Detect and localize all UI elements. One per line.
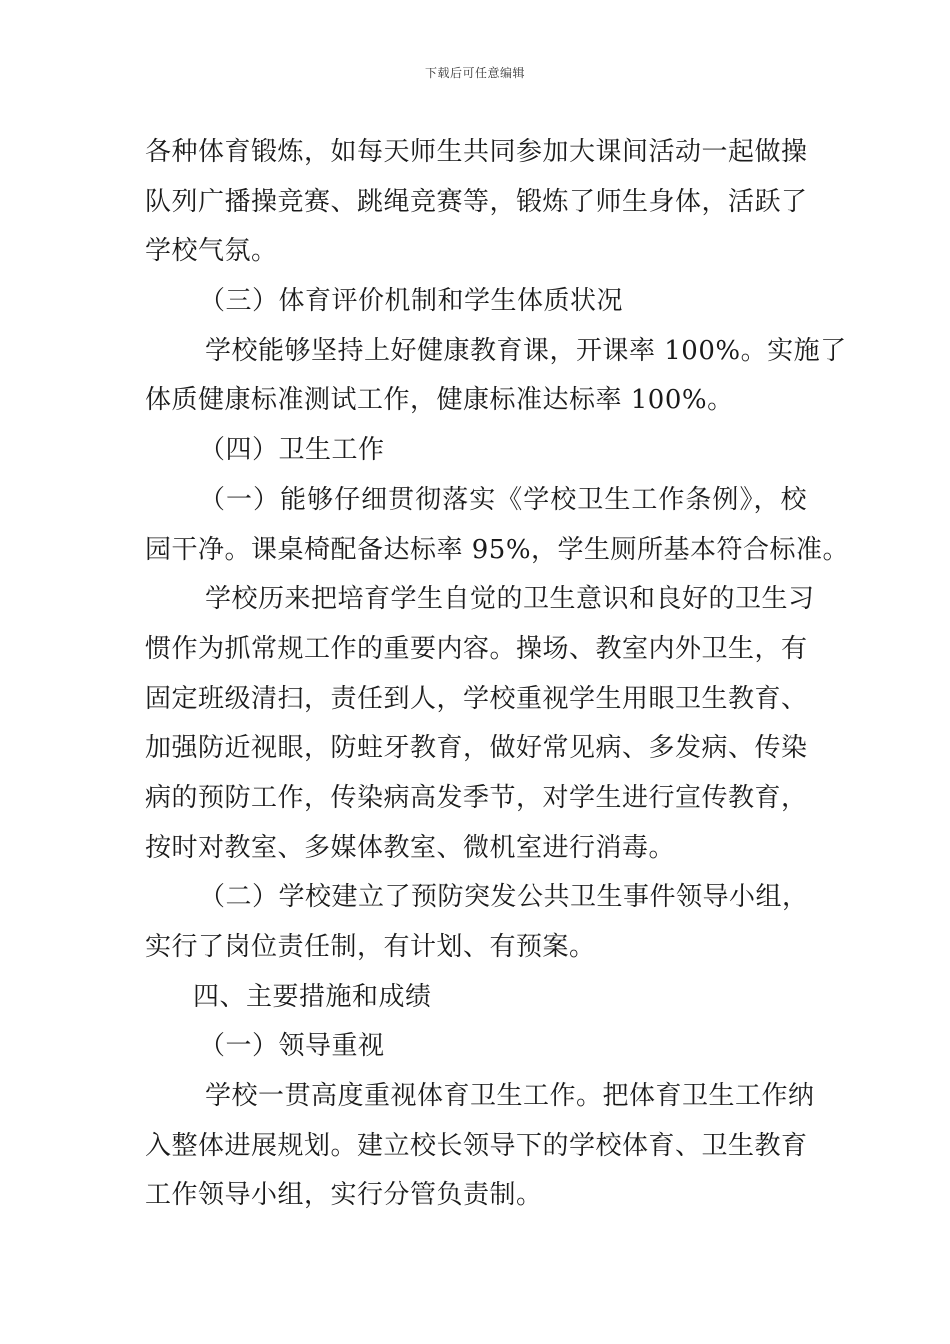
- text-line: 加强防近视眼，防蛀牙教育，做好常见病、多发病、传染: [145, 733, 808, 764]
- text-line: 病的预防工作，传染病高发季节，对学生进行宣传教育，: [145, 782, 808, 813]
- text-line: 惯作为抓常规工作的重要内容。操场、教室内外卫生，有: [145, 633, 808, 664]
- section-heading: （四）卫生工作: [199, 435, 385, 466]
- text-line: 实行了岗位责任制，有计划、有预案。: [145, 932, 596, 962]
- text-line: 园干净。课桌椅配备达标率 95%，学生厕所基本符合标准。: [145, 534, 850, 565]
- text-line: （二）学校建立了预防突发公共卫生事件领导小组，: [199, 882, 809, 913]
- text-line: 入整体进展规划。建立校长领导下的学校体育、卫生教育: [145, 1130, 808, 1161]
- page-header: 下载后可任意编辑: [424, 66, 525, 80]
- section-heading: 四、主要措施和成绩: [193, 981, 432, 1012]
- document-body: [145, 128, 850, 1221]
- text-line: （一）能够仔细贯彻落实《学校卫生工作条例》，校: [199, 484, 807, 515]
- text-line: 固定班级清扫，责任到人，学校重视学生用眼卫生教育、: [145, 683, 808, 714]
- section-heading: （三）体育评价机制和学生体质状况: [199, 286, 624, 317]
- section-heading: （一）领导重视: [199, 1031, 385, 1062]
- text-line: 按时对教室、多媒体教室、微机室进行消毒。: [145, 832, 676, 863]
- text-line: 队列广播操竞赛、跳绳竞赛等，锻炼了师生身体，活跃了: [145, 186, 808, 217]
- text-line: 体质健康标准测试工作，健康标准达标率 100%。: [145, 385, 734, 416]
- text-line: 学校一贯高度重视体育卫生工作。把体育卫生工作纳: [205, 1081, 815, 1112]
- text-line: 学校历来把培育学生自觉的卫生意识和良好的卫生习: [205, 584, 815, 615]
- text-line: 学校能够坚持上好健康教育课，开课率 100%。实施了: [205, 335, 847, 366]
- text-line: 工作领导小组，实行分管负责制。: [145, 1180, 543, 1211]
- text-line: 学校气氛。: [145, 236, 278, 267]
- text-line: 各种体育锻炼，如每天师生共同参加大课间活动一起做操: [145, 137, 808, 167]
